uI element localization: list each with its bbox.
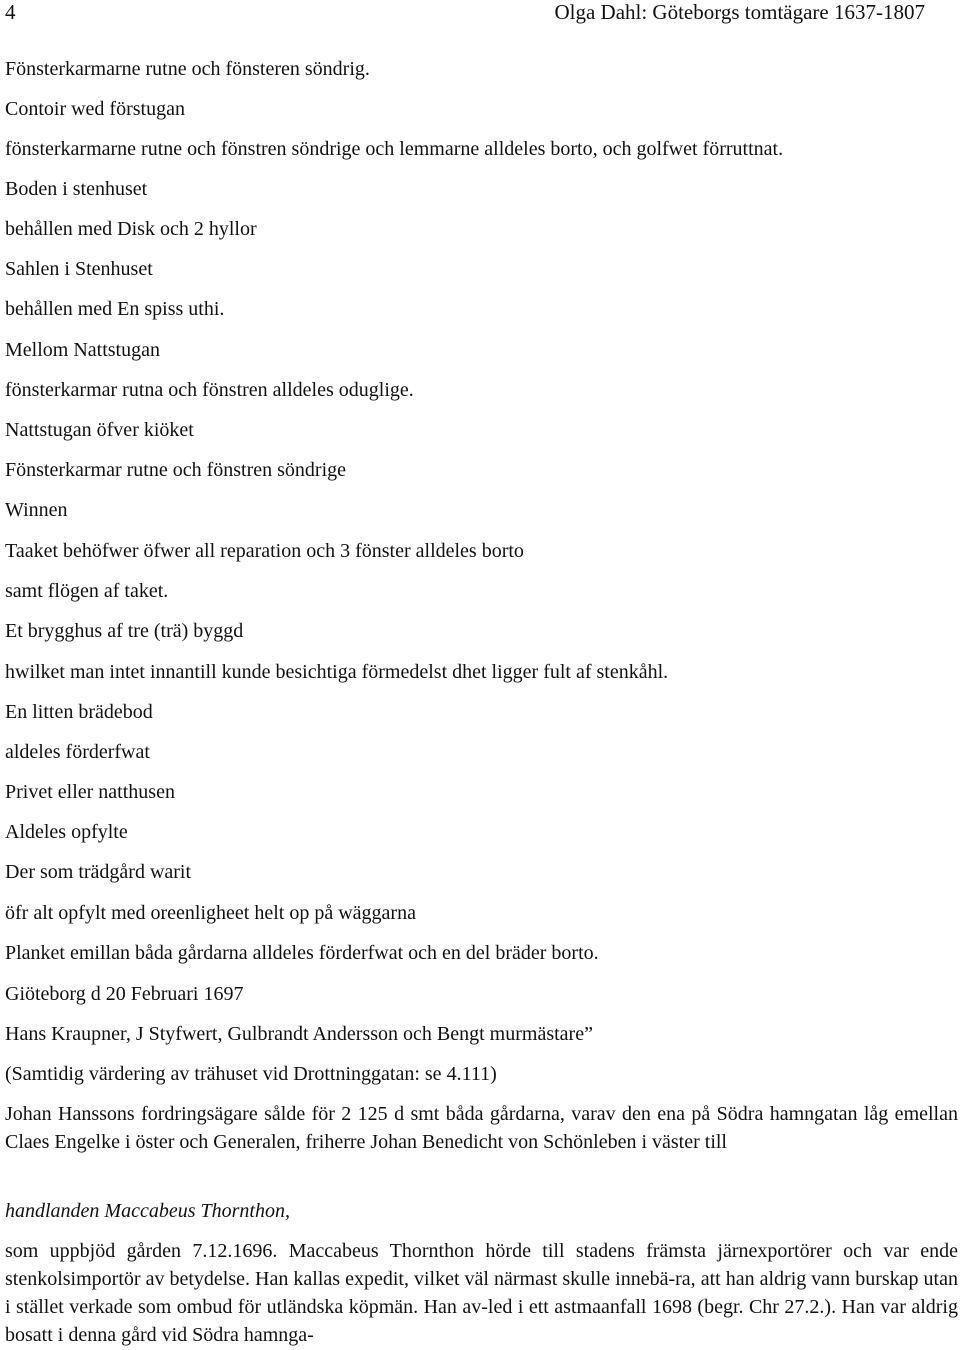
- text-line: Boden i stenhuset: [5, 178, 148, 200]
- paragraph: Johan Hanssons fordringsägare sålde för 2 125 d smt båda gårdarna, varav den ena på Södra hamngatan låg emellan Claes Engelke i öster och Generalen, friherre Johan Benedicht von Schönleben i väster till: [5, 1103, 958, 1153]
- text-line: Contoir wed förstugan: [5, 98, 185, 120]
- cross-reference-line: (Samtidig värdering av trähuset vid Drottninggatan: se 4.111): [5, 1063, 497, 1085]
- text-line: En litten brädebod: [5, 701, 153, 723]
- text-line: fönsterkarmar rutna och fönstren alldeles oduglige.: [5, 379, 414, 401]
- text-line: hwilket man intet innantill kunde besichtiga förmedelst dhet ligger fult af stenkåhl.: [5, 661, 669, 683]
- text-line: Fönsterkarmarne rutne och fönsteren söndrig.: [5, 58, 370, 80]
- text-line: behållen med En spiss uthi.: [5, 298, 225, 320]
- italic-heading: handlanden Maccabeus Thornthon,: [5, 1200, 290, 1222]
- text-line: samt flögen af taket.: [5, 580, 169, 602]
- page-header: [0, 0, 960, 32]
- text-line: aldeles förderfwat: [5, 741, 150, 763]
- date-line: Giöteborg d 20 Februari 1697: [5, 983, 244, 1005]
- text-line: Fönsterkarmar rutne och fönstren söndrige: [5, 459, 347, 481]
- text-line: Et brygghus af tre (trä) byggd: [5, 620, 244, 642]
- running-title: Olga Dahl: Göteborgs tomtägare 1637-1807: [554, 0, 925, 24]
- text-line: Mellom Nattstugan: [5, 339, 160, 361]
- text-line: Planket emillan båda gårdarna alldeles förderfwat och en del bräder borto.: [5, 942, 599, 964]
- text-line: Sahlen i Stenhuset: [5, 258, 153, 280]
- paragraph: som uppbjöd gården 7.12.1696. Maccabeus Thornthon hörde till stadens främsta järnexportörer och var ende stenkolsimportör av betydelse. Han kallas expedit, vilket väl närmast skulle innebä-ra, att han aldrig vann burskap utan i stället verkade som ombud för utländska köpmän. Han av-led i ett astmaanfall 1698 (begr. Chr 27.2.). Han var aldrig bosatt i denna gård vid Södra hamnga-: [5, 1240, 958, 1346]
- signatories-line: Hans Kraupner, J Styfwert, Gulbrandt Andersson och Bengt murmästare”: [5, 1023, 593, 1045]
- text-line: Nattstugan öfver kiöket: [5, 419, 194, 441]
- text-line: behållen med Disk och 2 hyllor: [5, 218, 257, 240]
- text-line: Privet eller natthusen: [5, 781, 175, 803]
- text-line: Der som trädgård warit: [5, 861, 192, 883]
- text-line: Winnen: [5, 499, 68, 521]
- page-number: 4: [5, 0, 16, 24]
- text-line: Aldeles opfylte: [5, 821, 128, 843]
- text-line: öfr alt opfylt med oreenligheet helt op på wäggarna: [5, 902, 416, 924]
- text-line: Taaket behöfwer öfwer all reparation och 3 fönster alldeles borto: [5, 540, 524, 562]
- text-line: fönsterkarmarne rutne och fönstren söndrige och lemmarne alldeles borto, och golfwet förruttnat.: [5, 138, 784, 160]
